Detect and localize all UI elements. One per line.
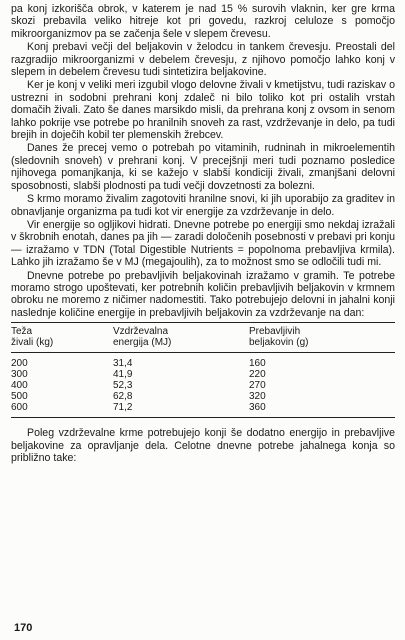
- cell-weight: 300: [11, 369, 28, 381]
- closing-paragraph: Poleg vzdrževalne krme potrebujejo konji še dodatno energijo in prebavljive beljakovine za opravljanje dela. Celotne dnevne potrebe jahalnega konja so približno take:: [11, 427, 395, 464]
- table-row: [11, 380, 395, 391]
- body-text: [11, 3, 395, 465]
- cell-energy: 71,2: [113, 402, 133, 414]
- table-row: [11, 391, 395, 402]
- table-row: [11, 369, 395, 380]
- cell-protein: 360: [249, 402, 266, 414]
- paragraph-2: Konj prebavi večji del beljakovin v želodcu in tankem črevesju. Preostali del razgradijo mikroorganizmi v debelem črevesju, z njihovo pomočjo lahko konj v slepem in debelem črevesu tudi sintetizira beljakovine.: [11, 41, 395, 79]
- cell-energy: 62,8: [113, 391, 133, 403]
- requirements-table: [11, 322, 395, 418]
- paragraph-6: Vir energije so ogljikovi hidrati. Dnevne potrebe po energiji smo nekdaj izražali v škrobnih enotah, danes pa jih — zaradi določenih posebnosti v prebavi pri konju — izražamo v TDN (Total Digestible Nutrients = popolnoma prebavljiva krmila). Lahko jih izražamo še v MJ (megajoulih), za to možnost smo se odločili tudi mi.: [11, 218, 395, 269]
- header-weight-line1: Teža: [11, 326, 33, 338]
- cell-protein: 270: [249, 380, 266, 392]
- cell-energy: 31,4: [113, 358, 133, 370]
- cell-weight: 600: [11, 402, 28, 414]
- page-number: 170: [14, 622, 33, 634]
- paragraph-4: Danes že precej vemo o potrebah po vitaminih, rudninah in mikroelementih (sledovnih snoveh) v prehrani konj. V precejšnji meri tudi poznamo posledice njihovega pomanjkanja, ki se kažejo v slabši kondiciji živali, zmanjšani delovni sposobnosti, slabši plodnosti pa tudi večji dovzetnosti za bolezni.: [11, 142, 395, 192]
- header-weight: [11, 326, 113, 348]
- table-row: [11, 358, 395, 369]
- cell-energy: 41,9: [113, 369, 133, 381]
- paragraph-1: pa konj izkorišča obrok, v katerem je nad 15 % surovih vlaknin, ker gre krma skozi prebavila veliko hitreje kot pri govedu, razkroj celuloze s pomočjo mikroorganizmov pa se začenja šele v slepem črevesu.: [11, 3, 395, 40]
- header-protein: [249, 326, 389, 348]
- cell-weight: 200: [11, 358, 28, 370]
- cell-weight: 500: [11, 391, 28, 403]
- paragraph-7: Dnevne potrebe po prebavljivih beljakovinah izražamo v gramih. Te potrebe moramo strogo upoštevati, ker potrebnih količin prebavljivih beljakovin v krmnem obroku ne moremo z ničimer nadomestiti. Tako potrebujejo delovni in jahalni konji naslednje količine energije in prebavljivih beljakovin za vzdrževanje na dan:: [11, 269, 395, 319]
- cell-energy: 52,3: [113, 380, 133, 392]
- cell-protein: 220: [249, 369, 266, 381]
- table-bottom-rule: [11, 417, 395, 418]
- paragraph-5: S krmo moramo živalim zagotoviti hranilne snovi, ki jih uporabijo za graditev in obnavljanje organizma pa tudi kot vir energije za vzdrževanje in delo.: [11, 193, 395, 218]
- header-energy: [113, 326, 249, 348]
- header-weight-line2: živali (kg): [11, 337, 54, 349]
- header-protein-line1: Prebavljivih: [249, 326, 301, 338]
- table-body: [11, 353, 395, 413]
- header-energy-line2: energija (MJ): [113, 337, 172, 349]
- cell-weight: 400: [11, 380, 28, 392]
- table-header: [11, 323, 395, 352]
- header-protein-line2: beljakovin (g): [249, 337, 309, 349]
- paragraph-3: Ker je konj v veliki meri izgubil vlogo delovne živali v kmetijstvu, tudi raziskav o ustrezni in sodobni prehrani konj zdaleč ni bilo toliko kot pri ostalih vrstah domačih živali. Zato še danes marsikdo misli, da prehrana konj z ovsom in senom lahko pokrije vse potrebe po hranilnih snoveh za rast, vzdrževanje in delo, pa tudi brejih in doječih kobil ter plemenskih žrebcev.: [11, 79, 395, 142]
- cell-protein: 160: [249, 358, 266, 370]
- table-row: [11, 402, 395, 413]
- cell-protein: 320: [249, 391, 266, 403]
- header-energy-line1: Vzdrževalna: [113, 326, 169, 338]
